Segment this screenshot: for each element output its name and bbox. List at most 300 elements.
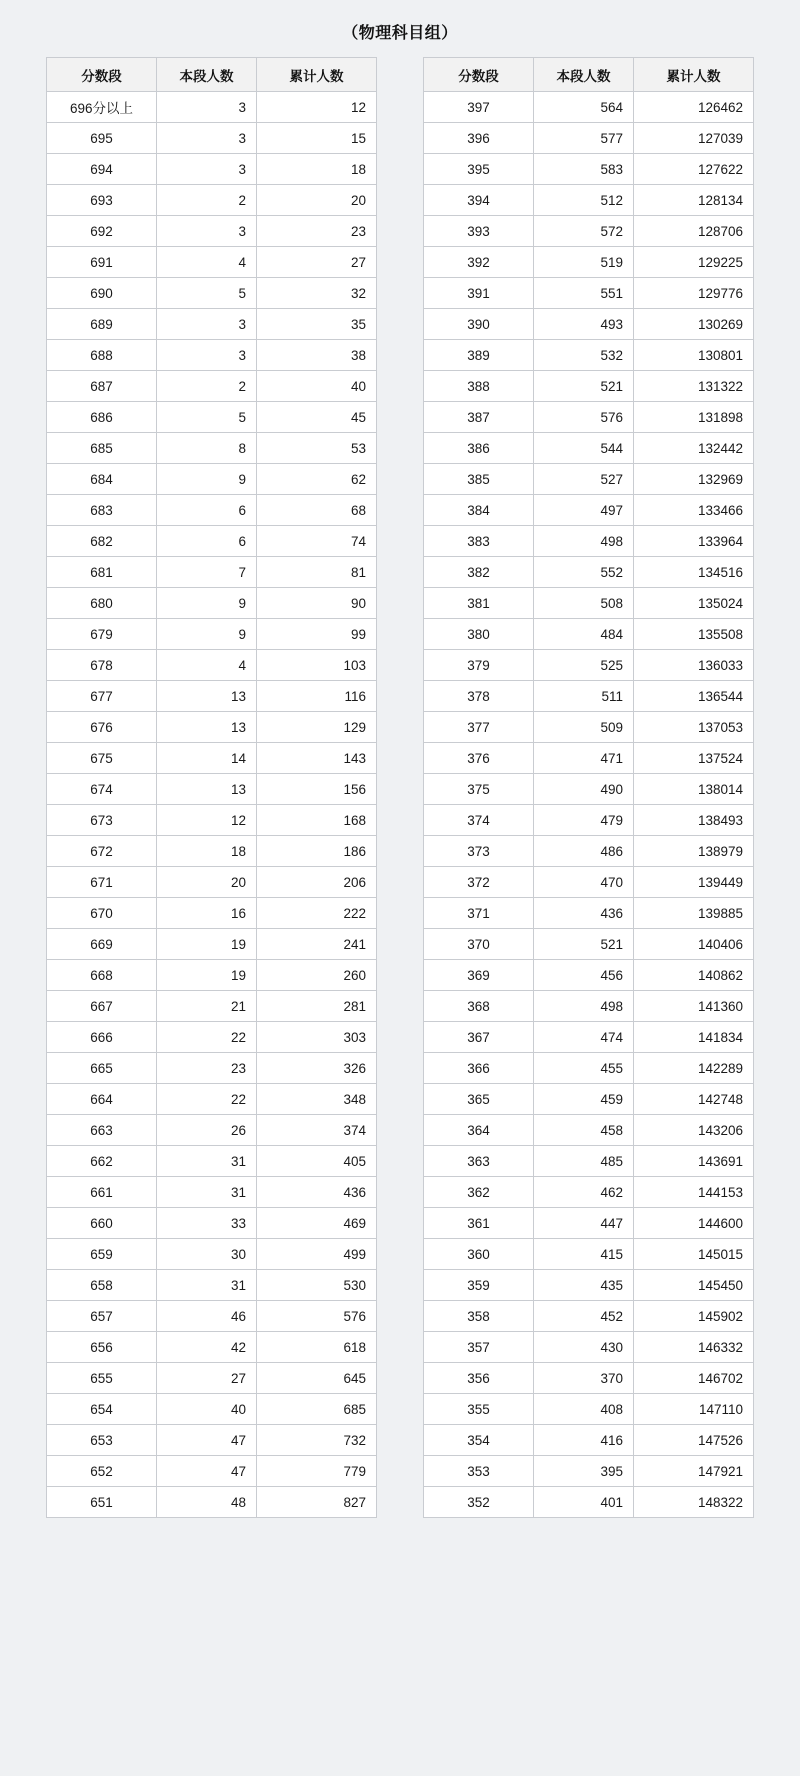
cell-cumulative: 136544 [634, 681, 754, 712]
cell-cumulative: 135508 [634, 619, 754, 650]
table-row [47, 340, 377, 371]
cell-count: 479 [534, 805, 634, 836]
cell-cumulative: 168 [257, 805, 377, 836]
cell-count: 521 [534, 371, 634, 402]
cell-count: 18 [157, 836, 257, 867]
cell-score: 395 [424, 154, 534, 185]
table-row [424, 1239, 754, 1270]
cell-score: 659 [47, 1239, 157, 1270]
cell-score: 663 [47, 1115, 157, 1146]
table-row [47, 712, 377, 743]
table-row [47, 1239, 377, 1270]
cell-cumulative: 281 [257, 991, 377, 1022]
table-row [47, 371, 377, 402]
cell-score: 652 [47, 1456, 157, 1487]
cell-count: 47 [157, 1425, 257, 1456]
cell-score: 374 [424, 805, 534, 836]
table-row [47, 1084, 377, 1115]
cell-cumulative: 40 [257, 371, 377, 402]
cell-score: 654 [47, 1394, 157, 1425]
cell-cumulative: 206 [257, 867, 377, 898]
cell-score: 682 [47, 526, 157, 557]
cell-cumulative: 779 [257, 1456, 377, 1487]
cell-score: 394 [424, 185, 534, 216]
cell-cumulative: 138014 [634, 774, 754, 805]
cell-count: 519 [534, 247, 634, 278]
cell-score: 369 [424, 960, 534, 991]
cell-cumulative: 133466 [634, 495, 754, 526]
cell-cumulative: 15 [257, 123, 377, 154]
cell-count: 564 [534, 92, 634, 123]
cell-count: 22 [157, 1022, 257, 1053]
cell-score: 665 [47, 1053, 157, 1084]
cell-count: 493 [534, 309, 634, 340]
cell-score: 357 [424, 1332, 534, 1363]
cell-cumulative: 260 [257, 960, 377, 991]
cell-score: 396 [424, 123, 534, 154]
table-row [47, 774, 377, 805]
cell-score: 656 [47, 1332, 157, 1363]
cell-count: 484 [534, 619, 634, 650]
table-row [424, 712, 754, 743]
cell-score: 380 [424, 619, 534, 650]
cell-count: 3 [157, 309, 257, 340]
table-row [424, 805, 754, 836]
cell-score: 355 [424, 1394, 534, 1425]
cell-count: 23 [157, 1053, 257, 1084]
cell-score: 687 [47, 371, 157, 402]
cell-cumulative: 137524 [634, 743, 754, 774]
cell-score: 660 [47, 1208, 157, 1239]
cell-count: 3 [157, 154, 257, 185]
table-row [424, 681, 754, 712]
cell-score: 674 [47, 774, 157, 805]
table-row [47, 1208, 377, 1239]
table-row [424, 92, 754, 123]
cell-score: 387 [424, 402, 534, 433]
cell-count: 30 [157, 1239, 257, 1270]
cell-count: 4 [157, 247, 257, 278]
table-row [47, 1456, 377, 1487]
cell-score: 666 [47, 1022, 157, 1053]
cell-cumulative: 129776 [634, 278, 754, 309]
table-row [424, 1177, 754, 1208]
cell-count: 430 [534, 1332, 634, 1363]
cell-cumulative: 146332 [634, 1332, 754, 1363]
cell-count: 4 [157, 650, 257, 681]
cell-cumulative: 134516 [634, 557, 754, 588]
cell-score: 383 [424, 526, 534, 557]
cell-cumulative: 141360 [634, 991, 754, 1022]
table-row [424, 247, 754, 278]
cell-score: 693 [47, 185, 157, 216]
score-table-left [46, 57, 377, 1518]
cell-score: 675 [47, 743, 157, 774]
cell-count: 9 [157, 619, 257, 650]
table-row [47, 743, 377, 774]
table-row [424, 774, 754, 805]
cell-score: 667 [47, 991, 157, 1022]
table-row [47, 836, 377, 867]
cell-score: 390 [424, 309, 534, 340]
cell-score: 367 [424, 1022, 534, 1053]
cell-cumulative: 132442 [634, 433, 754, 464]
cell-count: 498 [534, 991, 634, 1022]
cell-cumulative: 129 [257, 712, 377, 743]
table-row [424, 960, 754, 991]
cell-count: 14 [157, 743, 257, 774]
cell-score: 689 [47, 309, 157, 340]
table-row [47, 402, 377, 433]
table-row [424, 836, 754, 867]
column-header-score: 分数段 [424, 58, 534, 92]
cell-score: 688 [47, 340, 157, 371]
cell-count: 7 [157, 557, 257, 588]
cell-cumulative: 645 [257, 1363, 377, 1394]
cell-count: 447 [534, 1208, 634, 1239]
cell-score: 365 [424, 1084, 534, 1115]
cell-count: 527 [534, 464, 634, 495]
cell-count: 33 [157, 1208, 257, 1239]
cell-cumulative: 156 [257, 774, 377, 805]
table-row [424, 991, 754, 1022]
cell-count: 471 [534, 743, 634, 774]
table-row [424, 619, 754, 650]
cell-score: 653 [47, 1425, 157, 1456]
table-row [47, 619, 377, 650]
cell-cumulative: 90 [257, 588, 377, 619]
cell-count: 512 [534, 185, 634, 216]
cell-score: 686 [47, 402, 157, 433]
cell-count: 490 [534, 774, 634, 805]
table-row [424, 867, 754, 898]
cell-count: 497 [534, 495, 634, 526]
cell-count: 525 [534, 650, 634, 681]
table-row [424, 1456, 754, 1487]
column-header-cumulative: 累计人数 [257, 58, 377, 92]
cell-cumulative: 53 [257, 433, 377, 464]
table-row [47, 526, 377, 557]
table-row [47, 433, 377, 464]
cell-cumulative: 20 [257, 185, 377, 216]
cell-cumulative: 374 [257, 1115, 377, 1146]
table-row [424, 495, 754, 526]
cell-cumulative: 45 [257, 402, 377, 433]
table-row [47, 1425, 377, 1456]
cell-cumulative: 130269 [634, 309, 754, 340]
cell-score: 692 [47, 216, 157, 247]
cell-score: 381 [424, 588, 534, 619]
cell-score: 658 [47, 1270, 157, 1301]
table-row [424, 1115, 754, 1146]
cell-count: 13 [157, 712, 257, 743]
cell-cumulative: 23 [257, 216, 377, 247]
cell-score: 661 [47, 1177, 157, 1208]
cell-count: 532 [534, 340, 634, 371]
cell-count: 544 [534, 433, 634, 464]
table-row [47, 247, 377, 278]
cell-cumulative: 68 [257, 495, 377, 526]
cell-count: 3 [157, 216, 257, 247]
table-row [424, 1270, 754, 1301]
cell-score: 696分以上 [47, 92, 157, 123]
cell-cumulative: 127622 [634, 154, 754, 185]
cell-score: 669 [47, 929, 157, 960]
cell-cumulative: 145015 [634, 1239, 754, 1270]
cell-count: 22 [157, 1084, 257, 1115]
cell-score: 679 [47, 619, 157, 650]
cell-cumulative: 137053 [634, 712, 754, 743]
cell-count: 572 [534, 216, 634, 247]
cell-count: 486 [534, 836, 634, 867]
cell-score: 389 [424, 340, 534, 371]
cell-count: 6 [157, 526, 257, 557]
cell-count: 31 [157, 1270, 257, 1301]
table-row [47, 1053, 377, 1084]
cell-count: 3 [157, 340, 257, 371]
table-row [47, 1177, 377, 1208]
cell-cumulative: 348 [257, 1084, 377, 1115]
table-row [424, 898, 754, 929]
cell-count: 401 [534, 1487, 634, 1518]
table-row [47, 1301, 377, 1332]
cell-cumulative: 142289 [634, 1053, 754, 1084]
cell-count: 9 [157, 588, 257, 619]
cell-score: 364 [424, 1115, 534, 1146]
cell-cumulative: 126462 [634, 92, 754, 123]
table-row [47, 185, 377, 216]
cell-cumulative: 146702 [634, 1363, 754, 1394]
cell-cumulative: 241 [257, 929, 377, 960]
cell-count: 8 [157, 433, 257, 464]
table-row [424, 185, 754, 216]
cell-cumulative: 499 [257, 1239, 377, 1270]
table-row [47, 123, 377, 154]
table-row [424, 1053, 754, 1084]
cell-count: 31 [157, 1177, 257, 1208]
cell-cumulative: 138493 [634, 805, 754, 836]
cell-cumulative: 143 [257, 743, 377, 774]
cell-score: 672 [47, 836, 157, 867]
cell-cumulative: 12 [257, 92, 377, 123]
cell-score: 671 [47, 867, 157, 898]
table-header-row [47, 58, 377, 92]
cell-cumulative: 326 [257, 1053, 377, 1084]
table-row [424, 557, 754, 588]
table-row [424, 402, 754, 433]
table-row [424, 433, 754, 464]
cell-score: 670 [47, 898, 157, 929]
cell-score: 691 [47, 247, 157, 278]
cell-cumulative: 144600 [634, 1208, 754, 1239]
tables-container [0, 57, 800, 1518]
table-row [47, 309, 377, 340]
cell-count: 576 [534, 402, 634, 433]
cell-score: 361 [424, 1208, 534, 1239]
table-row [424, 929, 754, 960]
table-row [424, 1394, 754, 1425]
cell-cumulative: 103 [257, 650, 377, 681]
table-row [47, 650, 377, 681]
cell-score: 393 [424, 216, 534, 247]
table-row [424, 1487, 754, 1518]
cell-count: 48 [157, 1487, 257, 1518]
cell-count: 31 [157, 1146, 257, 1177]
cell-score: 694 [47, 154, 157, 185]
cell-count: 6 [157, 495, 257, 526]
cell-count: 395 [534, 1456, 634, 1487]
cell-score: 657 [47, 1301, 157, 1332]
cell-score: 664 [47, 1084, 157, 1115]
table-row [47, 898, 377, 929]
cell-score: 356 [424, 1363, 534, 1394]
cell-score: 366 [424, 1053, 534, 1084]
cell-count: 40 [157, 1394, 257, 1425]
column-header-count: 本段人数 [157, 58, 257, 92]
cell-score: 362 [424, 1177, 534, 1208]
cell-cumulative: 147110 [634, 1394, 754, 1425]
cell-count: 474 [534, 1022, 634, 1053]
cell-score: 358 [424, 1301, 534, 1332]
cell-cumulative: 32 [257, 278, 377, 309]
cell-cumulative: 144153 [634, 1177, 754, 1208]
cell-cumulative: 436 [257, 1177, 377, 1208]
cell-count: 577 [534, 123, 634, 154]
cell-score: 392 [424, 247, 534, 278]
cell-cumulative: 148322 [634, 1487, 754, 1518]
cell-cumulative: 131898 [634, 402, 754, 433]
cell-score: 354 [424, 1425, 534, 1456]
cell-score: 391 [424, 278, 534, 309]
table-row [424, 216, 754, 247]
table-row [424, 1084, 754, 1115]
table-row [47, 681, 377, 712]
cell-cumulative: 138979 [634, 836, 754, 867]
cell-count: 19 [157, 929, 257, 960]
cell-score: 360 [424, 1239, 534, 1270]
table-row [424, 371, 754, 402]
score-table-right [423, 57, 754, 1518]
cell-count: 416 [534, 1425, 634, 1456]
cell-score: 375 [424, 774, 534, 805]
table-row [424, 743, 754, 774]
cell-cumulative: 147526 [634, 1425, 754, 1456]
cell-cumulative: 136033 [634, 650, 754, 681]
cell-count: 21 [157, 991, 257, 1022]
cell-score: 677 [47, 681, 157, 712]
cell-cumulative: 186 [257, 836, 377, 867]
table-row [47, 1115, 377, 1146]
table-row [47, 464, 377, 495]
table-row [424, 278, 754, 309]
table-row [424, 1363, 754, 1394]
cell-count: 12 [157, 805, 257, 836]
table-row [47, 1332, 377, 1363]
cell-cumulative: 127039 [634, 123, 754, 154]
table-row [47, 495, 377, 526]
cell-cumulative: 99 [257, 619, 377, 650]
cell-count: 13 [157, 681, 257, 712]
table-row [47, 1363, 377, 1394]
cell-score: 683 [47, 495, 157, 526]
cell-score: 673 [47, 805, 157, 836]
cell-cumulative: 576 [257, 1301, 377, 1332]
cell-count: 455 [534, 1053, 634, 1084]
cell-cumulative: 469 [257, 1208, 377, 1239]
cell-cumulative: 18 [257, 154, 377, 185]
page-title: （物理科目组） [342, 25, 458, 42]
table-row [47, 216, 377, 247]
cell-count: 458 [534, 1115, 634, 1146]
table-row [424, 1425, 754, 1456]
cell-count: 42 [157, 1332, 257, 1363]
cell-score: 676 [47, 712, 157, 743]
cell-cumulative: 145450 [634, 1270, 754, 1301]
cell-cumulative: 147921 [634, 1456, 754, 1487]
table-row [47, 867, 377, 898]
cell-score: 684 [47, 464, 157, 495]
cell-score: 685 [47, 433, 157, 464]
cell-score: 371 [424, 898, 534, 929]
cell-score: 370 [424, 929, 534, 960]
table-row [47, 805, 377, 836]
cell-score: 695 [47, 123, 157, 154]
cell-count: 2 [157, 185, 257, 216]
cell-score: 363 [424, 1146, 534, 1177]
cell-count: 470 [534, 867, 634, 898]
table-row [424, 340, 754, 371]
cell-cumulative: 128134 [634, 185, 754, 216]
table-row [47, 278, 377, 309]
cell-cumulative: 133964 [634, 526, 754, 557]
cell-count: 415 [534, 1239, 634, 1270]
table-row [47, 991, 377, 1022]
cell-cumulative: 27 [257, 247, 377, 278]
cell-cumulative: 145902 [634, 1301, 754, 1332]
cell-count: 436 [534, 898, 634, 929]
cell-score: 382 [424, 557, 534, 588]
cell-count: 47 [157, 1456, 257, 1487]
table-row [424, 464, 754, 495]
cell-count: 508 [534, 588, 634, 619]
cell-score: 651 [47, 1487, 157, 1518]
cell-score: 680 [47, 588, 157, 619]
cell-cumulative: 132969 [634, 464, 754, 495]
cell-score: 372 [424, 867, 534, 898]
cell-cumulative: 303 [257, 1022, 377, 1053]
cell-score: 359 [424, 1270, 534, 1301]
table-row [424, 650, 754, 681]
cell-count: 26 [157, 1115, 257, 1146]
table-row [424, 1146, 754, 1177]
cell-cumulative: 135024 [634, 588, 754, 619]
cell-cumulative: 62 [257, 464, 377, 495]
table-row [47, 929, 377, 960]
cell-count: 485 [534, 1146, 634, 1177]
cell-cumulative: 530 [257, 1270, 377, 1301]
cell-score: 397 [424, 92, 534, 123]
cell-count: 2 [157, 371, 257, 402]
cell-count: 3 [157, 123, 257, 154]
cell-score: 352 [424, 1487, 534, 1518]
cell-cumulative: 129225 [634, 247, 754, 278]
cell-score: 388 [424, 371, 534, 402]
table-row [47, 1394, 377, 1425]
cell-count: 3 [157, 92, 257, 123]
cell-count: 19 [157, 960, 257, 991]
table-row [47, 154, 377, 185]
cell-count: 5 [157, 278, 257, 309]
